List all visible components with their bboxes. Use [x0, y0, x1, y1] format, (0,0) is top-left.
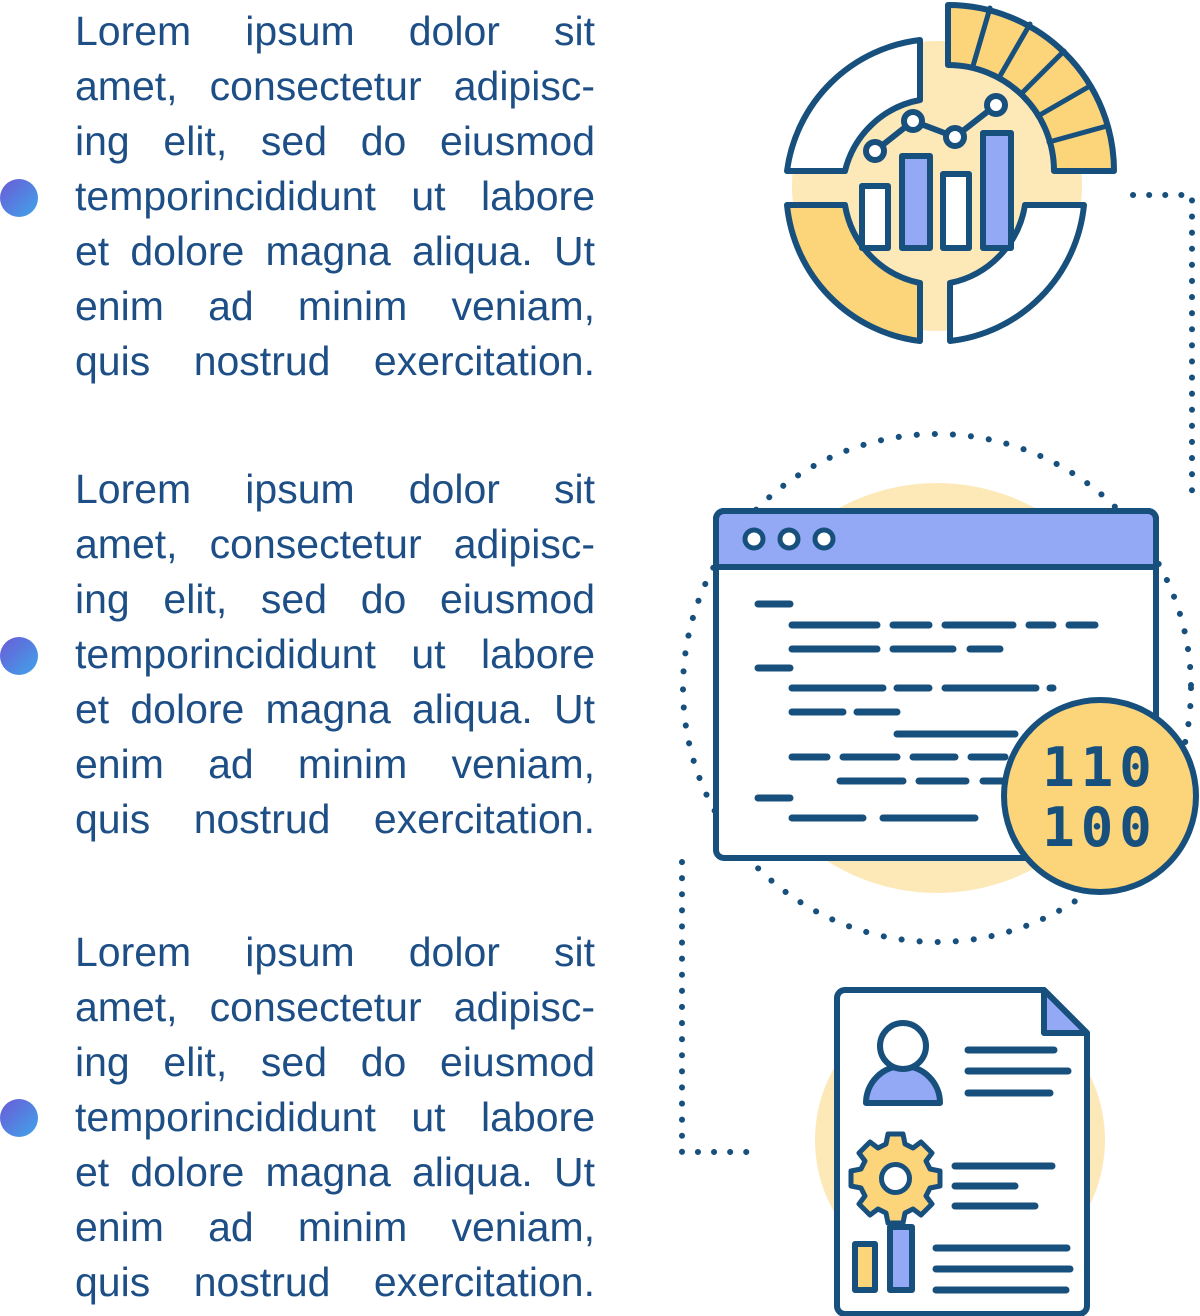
paragraph-line: quis nostrud exercitation. — [75, 338, 595, 384]
paragraph-line: enim ad minim veniam, — [75, 1204, 595, 1250]
paragraph-line: et dolore magna aliqua. Ut — [75, 1149, 595, 1195]
profile-document-icon — [815, 990, 1105, 1314]
paragraph-line: quis nostrud exercitation. — [75, 796, 595, 842]
paragraph-line: Lorem ipsum dolor sit — [75, 466, 595, 512]
paragraph-line: temporincididunt ut labore — [75, 631, 595, 677]
dotted-connector-bottom — [682, 862, 762, 1152]
paragraph-line: Lorem ipsum dolor sit — [75, 929, 595, 975]
paragraph-line: Lorem ipsum dolor sit — [75, 8, 595, 54]
paragraph-line: et dolore magna aliqua. Ut — [75, 228, 595, 274]
paragraph-line: et dolore magna aliqua. Ut — [75, 686, 595, 732]
paragraph-line: ing elit, sed do eiusmod — [75, 576, 595, 622]
paragraph-line: ing elit, sed do eiusmod — [75, 118, 595, 164]
paragraph-line: amet, consectetur adipisc- — [75, 521, 595, 567]
paragraph-line: temporincididunt ut labore — [75, 1094, 595, 1140]
dotted-connector-top — [1133, 195, 1192, 492]
binary-line-1: 110 — [1042, 736, 1158, 799]
paragraph-line: quis nostrud exercitation. — [75, 1259, 595, 1305]
paragraph-line: amet, consectetur adipisc- — [75, 984, 595, 1030]
gear-icon — [851, 1134, 940, 1223]
paragraph-line: ing elit, sed do eiusmod — [75, 1039, 595, 1085]
paragraph-line: amet, consectetur adipisc- — [75, 63, 595, 109]
paragraph-line: enim ad minim veniam, — [75, 741, 595, 787]
paragraph-line: enim ad minim veniam, — [75, 283, 595, 329]
paragraph-line: temporincididunt ut labore — [75, 173, 595, 219]
analytics-chart-icon — [787, 5, 1114, 341]
binary-line-2: 100 — [1042, 796, 1158, 859]
